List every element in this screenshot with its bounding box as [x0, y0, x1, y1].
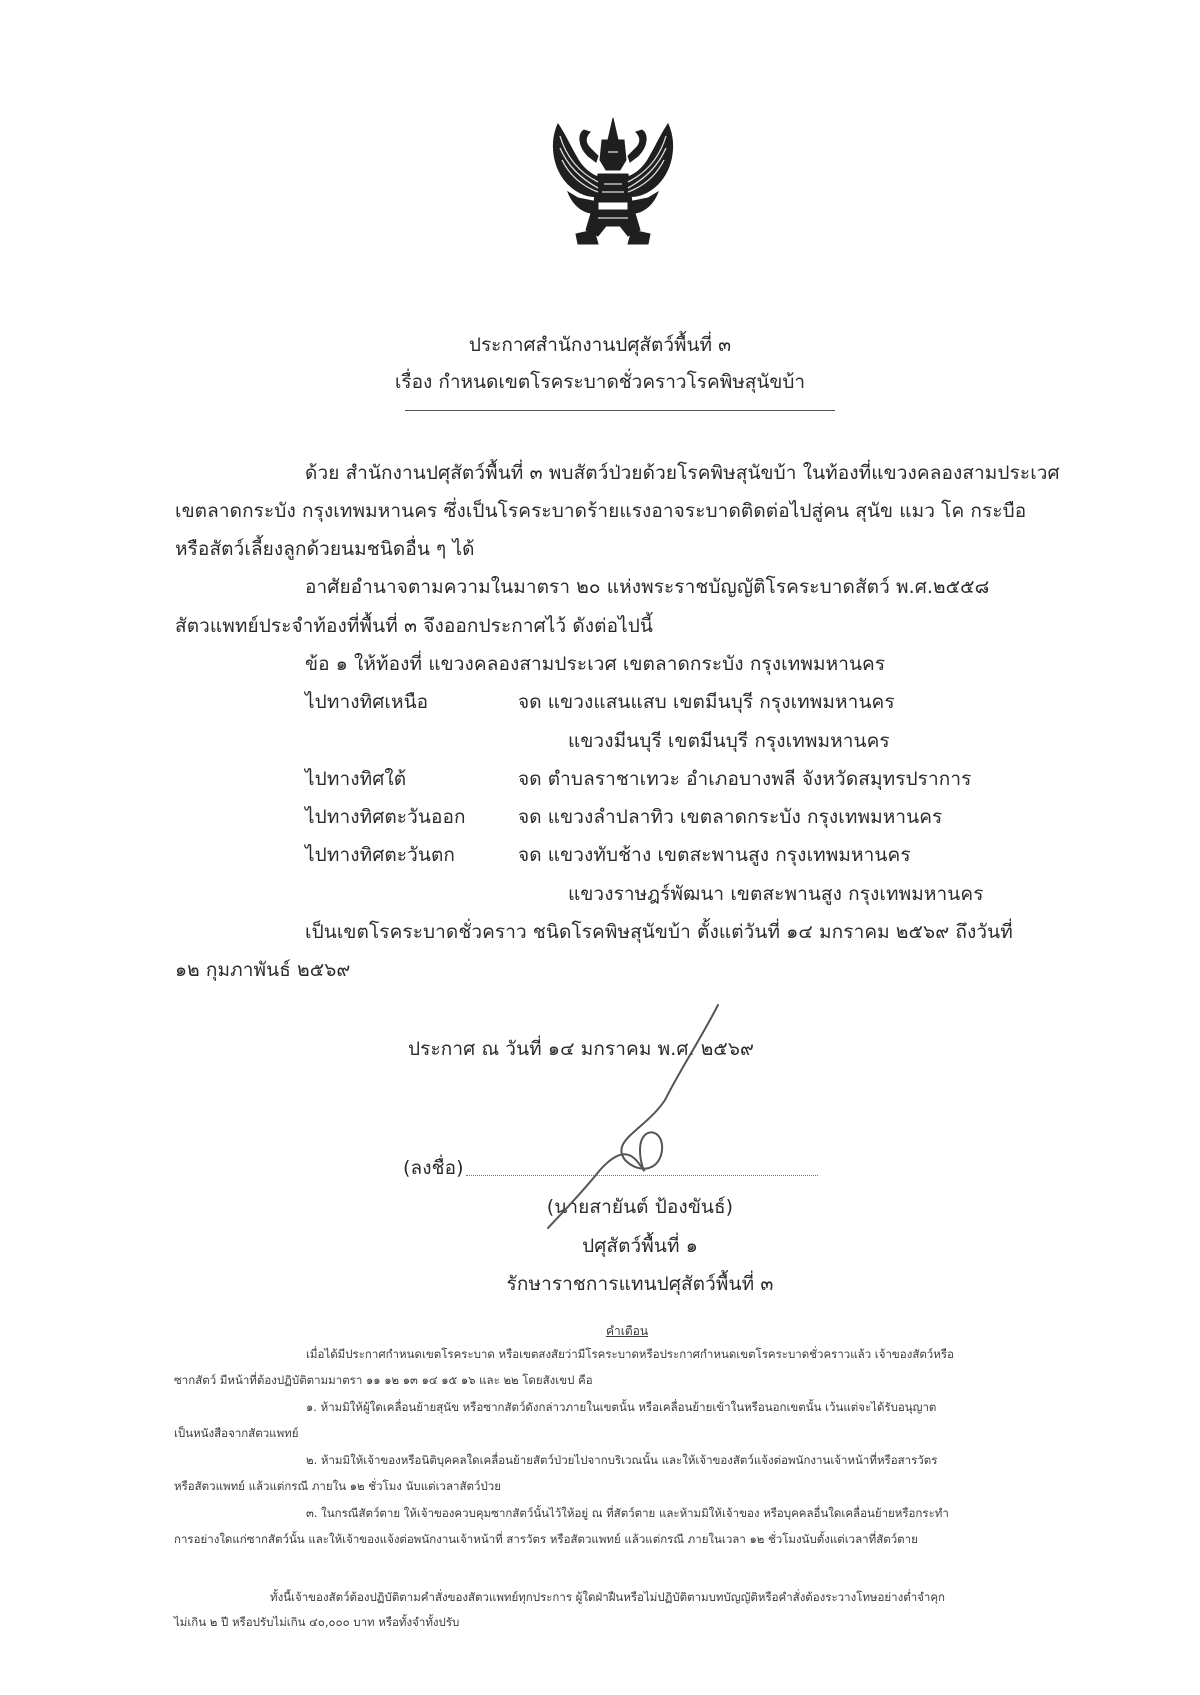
period-line2: ๑๒ กุมภาพันธ์ ๒๕๖๙ [175, 959, 351, 981]
notice-intro-line1: เมื่อได้มีประกาศกำหนดเขตโรคระบาด หรือเขตสงสัยว่ามีโรคระบาดหรือประกาศกำหนดเขตโรคระบาดชั่วคราวแล้ว เจ้าของสัตว์หรือ [306, 1347, 954, 1361]
body-para1-line1: ด้วย สำนักงานปศุสัตว์พื้นที่ ๓ พบสัตว์ป่วยด้วยโรคพิษสุนัขบ้า ในท้องที่แขวงคลองสามประเวศ [305, 462, 1060, 484]
sign-label: (ลงชื่อ) [403, 1157, 464, 1179]
signatory-position: ปศุสัตว์พื้นที่ ๑ [582, 1235, 698, 1257]
notice-item3-line2: การอย่างใดแก่ซากสัตว์นั้น และให้เจ้าของแจ้งต่อพนักงานเจ้าหน้าที่ สารวัตร หรือสัตวแพทย์ แล้วแต่กรณี ภายในเวลา ๑๒ ชั่วโมงนับตั้งแต่เวลาที่สัตว์ตาย [174, 1532, 918, 1546]
signatory-acting-position: รักษาราชการแทนปศุสัตว์พื้นที่ ๓ [506, 1273, 774, 1295]
boundary-east-direction: ไปทางทิศตะวันออก [305, 806, 466, 828]
announcement-date: ประกาศ ณ วันที่ ๑๔ มกราคม พ.ศ. ๒๕๖๙ [408, 1038, 755, 1060]
period-line1: เป็นเขตโรคระบาดชั่วคราว ชนิดโรคพิษสุนัขบ้า ตั้งแต่วันที่ ๑๔ มกราคม ๒๕๖๙ ถึงวันที่ [305, 921, 1013, 943]
clause-1: ข้อ ๑ ให้ท้องที่ แขวงคลองสามประเวศ เขตลาดกระบัง กรุงเทพมหานคร [305, 653, 886, 675]
notice-item3-line1: ๓. ในกรณีสัตว์ตาย ให้เจ้าของควบคุมซากสัตว์นั้นไว้ให้อยู่ ณ ที่สัตว์ตาย และห้ามมิให้เจ้าของ หรือบุคคลอื่นใดเคลื่อนย้ายหรือกระทำ [306, 1506, 949, 1520]
notice-penalty-line2: ไม่เกิน ๒ ปี หรือปรับไม่เกิน ๔๐,๐๐๐ บาท หรือทั้งจำทั้งปรับ [174, 1615, 460, 1629]
boundary-north-line2: แขวงมีนบุรี เขตมีนบุรี กรุงเทพมหานคร [568, 730, 890, 752]
notice-item2-line1: ๒. ห้ามมิให้เจ้าของหรือนิติบุคคลใดเคลื่อนย้ายสัตว์ป่วยไปจากบริเวณนั้น และให้เจ้าของสัตว์แจ้งต่อพนักงานเจ้าหน้าที่หรือสารวัตร [306, 1453, 938, 1467]
body-para2-line1: อาศัยอำนาจตามความในมาตรา ๒๐ แห่งพระราชบัญญัติโรคระบาดสัตว์ พ.ศ.๒๕๕๘ [305, 576, 990, 598]
body-para1-line3: หรือสัตว์เลี้ยงลูกด้วยนมชนิดอื่น ๆ ได้ [175, 538, 475, 560]
notice-intro-line2: ซากสัตว์ มีหน้าที่ต้องปฏิบัติตามมาตรา ๑๑ ๑๒ ๑๓ ๑๔ ๑๕ ๑๖ และ ๒๒ โดยสังเขป คือ [174, 1373, 593, 1387]
notice-item1-line1: ๑. ห้ามมิให้ผู้ใดเคลื่อนย้ายสุนัข หรือซากสัตว์ดังกล่าวภายในเขตนั้น หรือเคลื่อนย้ายเข้าในหรือนอกเขตนั้น เว้นแต่จะได้รับอนุญาต [306, 1400, 937, 1414]
garuda-emblem-icon [548, 112, 678, 248]
boundary-south-line1: จด ตำบลราชาเทวะ อำเภอบางพลี จังหวัดสมุทรปราการ [518, 768, 972, 790]
body-para1-line2: เขตลาดกระบัง กรุงเทพมหานคร ซึ่งเป็นโรคระบาดร้ายแรงอาจระบาดติดต่อไปสู่คน สุนัข แมว โค กระบือ [175, 500, 1027, 522]
boundary-west-direction: ไปทางทิศตะวันตก [305, 844, 456, 866]
title-divider [405, 410, 835, 411]
boundary-west-line2: แขวงราษฎร์พัฒนา เขตสะพานสูง กรุงเทพมหานคร [568, 883, 984, 905]
announcement-subject: เรื่อง กำหนดเขตโรคระบาดชั่วคราวโรคพิษสุนัขบ้า [394, 371, 806, 393]
boundary-west-line1: จด แขวงทับช้าง เขตสะพานสูง กรุงเทพมหานคร [518, 844, 911, 866]
body-para2-line2: สัตวแพทย์ประจำท้องที่พื้นที่ ๓ จึงออกประกาศไว้ ดังต่อไปนี้ [175, 615, 654, 637]
boundary-east-line1: จด แขวงลำปลาทิว เขตลาดกระบัง กรุงเทพมหานคร [518, 806, 943, 828]
notice-item1-line2: เป็นหนังสือจากสัตวแพทย์ [174, 1426, 299, 1440]
notice-item2-line2: หรือสัตวแพทย์ แล้วแต่กรณี ภายใน ๑๒ ชั่วโมง นับแต่เวลาสัตว์ป่วย [174, 1479, 501, 1493]
announcement-title: ประกาศสำนักงานปศุสัตว์พื้นที่ ๓ [468, 334, 732, 356]
boundary-north-direction: ไปทางทิศเหนือ [305, 691, 429, 713]
boundary-north-line1: จด แขวงแสนแสบ เขตมีนบุรี กรุงเทพมหานคร [518, 691, 895, 713]
notice-penalty-line1: ทั้งนี้เจ้าของสัตว์ต้องปฏิบัติตามคำสั่งของสัตวแพทย์ทุกประการ ผู้ใดฝ่าฝืนหรือไม่ปฏิบัติตามบทบัญญัติหรือคำสั่งต้องระวางโทษอย่างต่ำจำคุก [270, 1590, 946, 1604]
signatory-name: (นายสายันต์ ป้องขันธ์) [546, 1196, 734, 1218]
signature-line [466, 1175, 818, 1176]
boundary-south-direction: ไปทางทิศใต้ [305, 768, 407, 790]
notice-heading: คำเตือน [606, 1324, 649, 1338]
